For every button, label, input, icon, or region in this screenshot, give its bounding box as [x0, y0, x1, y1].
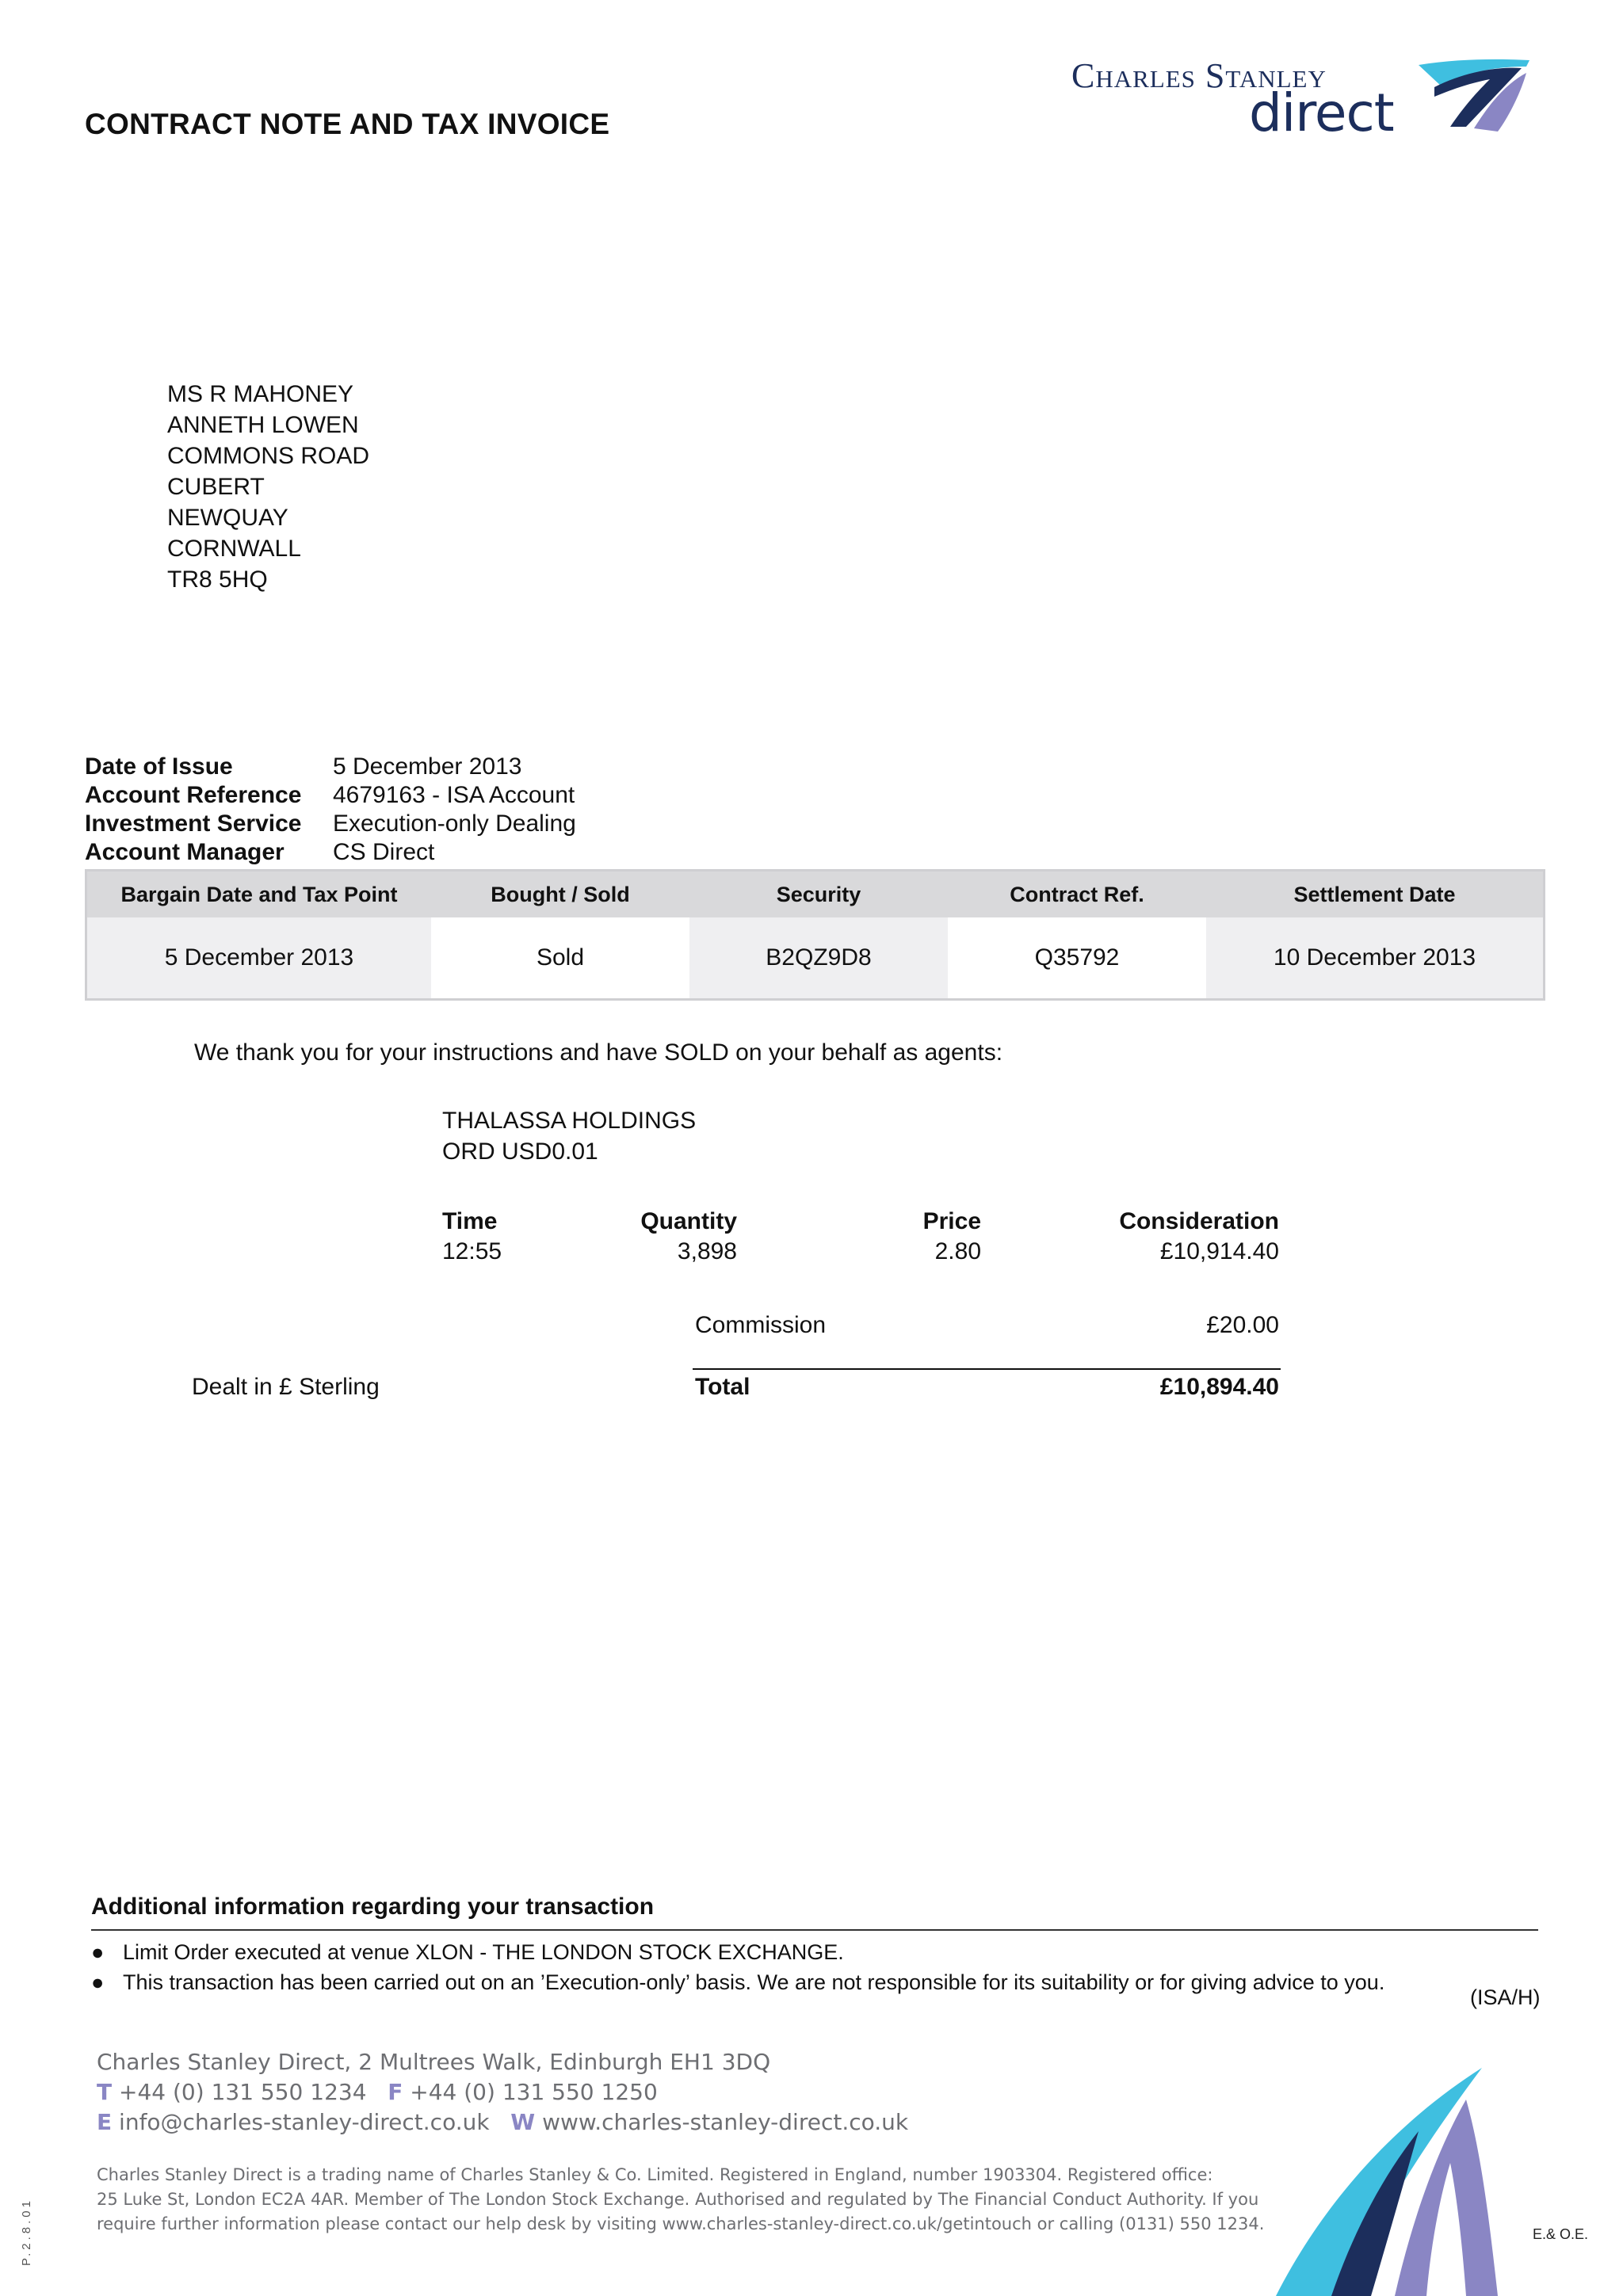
thanks-text: We thank you for your instructions and have SOLD on your behalf as agents:: [194, 1039, 1003, 1066]
info-label: Account Reference: [85, 782, 302, 808]
info-row-date: [85, 753, 576, 781]
footer-address: Charles Stanley Direct, 2 Multrees Walk, Edinburgh EH1 3DQ: [97, 2049, 771, 2075]
footer-legal: [97, 2163, 1264, 2237]
column-header: Contract Ref.: [1010, 882, 1144, 906]
table-cell: B2QZ9D8: [689, 917, 948, 998]
info-label: Date of Issue: [85, 753, 233, 780]
table-header-row: [87, 871, 1543, 917]
print-code: P.2.8.01: [20, 2198, 33, 2266]
info-label: Investment Service: [85, 810, 302, 837]
time-header: Time: [442, 1208, 498, 1234]
bullet-icon: ●: [91, 1970, 105, 1994]
recipient-address: [167, 379, 369, 595]
additional-info-title: Additional information regarding your transaction: [91, 1894, 655, 1920]
info-row-service: [85, 810, 576, 838]
quantity-value: 3,898: [677, 1238, 737, 1264]
consideration-header: Consideration: [1119, 1208, 1279, 1234]
additional-info-divider: [91, 1929, 1538, 1931]
info-row-account: [85, 781, 576, 810]
table-cell: Q35792: [1034, 944, 1120, 971]
eoe-text: E.& O.E.: [1533, 2226, 1589, 2242]
isa-code: (ISA/H): [1470, 1985, 1541, 2009]
info-label: Account Manager: [85, 839, 285, 865]
brand-logo: [1070, 51, 1529, 146]
bullet-icon: ●: [91, 1940, 105, 1964]
web-link[interactable]: www.charles-stanley-direct.co.uk: [542, 2109, 909, 2135]
info-value: 5 December 2013: [333, 753, 522, 780]
address-line: CUBERT: [167, 474, 265, 500]
security-class: ORD USD0.01: [442, 1138, 598, 1165]
fax-key: F: [388, 2079, 403, 2105]
document-title: CONTRACT NOTE AND TAX INVOICE: [85, 108, 610, 140]
info-value: CS Direct: [333, 839, 435, 865]
trade-table: [85, 869, 1545, 1001]
list-item-text: Limit Order executed at venue XLON - THE LONDON STOCK EXCHANGE.: [123, 1940, 844, 1964]
price-value: 2.80: [934, 1238, 981, 1264]
brand-name: Charles Stanley: [1071, 56, 1327, 95]
table-row: [87, 917, 1543, 998]
tel-value: +44 (0) 131 550 1234: [119, 2079, 367, 2105]
commission-label: Commission: [695, 1312, 827, 1338]
web-key: W: [510, 2109, 536, 2135]
brand-sub: direct: [1249, 82, 1394, 143]
address-line: COMMONS ROAD: [167, 443, 369, 469]
security-description: [442, 1105, 696, 1167]
legal-line: require further information please contact our help desk by visiting www.charles-stanley-direct.co.uk/getintouch or calling (0131) 550 1234.: [97, 2214, 1265, 2233]
table-cell: Sold: [536, 944, 585, 971]
list-item-text: This transaction has been carried out on an ’Execution-only’ basis. We are not responsible for its suitability or for giving advice to you.: [123, 1970, 1385, 1994]
address-line: NEWQUAY: [167, 505, 288, 531]
address-line: TR8 5HQ: [167, 566, 268, 593]
column-header: Security: [776, 882, 861, 906]
column-header: Settlement Date: [1293, 882, 1456, 906]
table-cell: 5 December 2013: [87, 917, 431, 998]
footer-contact: [97, 2047, 908, 2138]
info-value: Execution-only Dealing: [333, 810, 576, 837]
footer-phone-line: [97, 2077, 908, 2107]
email-link[interactable]: info@charles-stanley-direct.co.uk: [119, 2109, 490, 2135]
fax-value: +44 (0) 131 550 1250: [410, 2079, 658, 2105]
table-cell: 10 December 2013: [1206, 917, 1543, 998]
security-name: THALASSA HOLDINGS: [442, 1108, 697, 1134]
additional-info-list: [91, 1937, 1384, 1997]
currency-note: Dealt in £ Sterling: [192, 1374, 380, 1400]
consideration-value: £10,914.40: [1159, 1238, 1279, 1264]
info-row-manager: [85, 838, 576, 867]
info-value: 4679163 - ISA Account: [333, 782, 575, 808]
column-header: Bargain Date and Tax Point: [120, 882, 398, 906]
account-info: [85, 753, 576, 867]
tel-key: T: [97, 2079, 113, 2105]
total-value: £10,894.40: [1159, 1374, 1279, 1400]
address-line: CORNWALL: [167, 536, 301, 562]
footer-web-line: [97, 2107, 908, 2138]
time-value: 12:55: [442, 1238, 502, 1264]
address-line: MS R MAHONEY: [167, 381, 354, 407]
quantity-header: Quantity: [640, 1208, 737, 1234]
legal-line: 25 Luke St, London EC2A 4AR. Member of The London Stock Exchange. Authorised and regulated by The Financial Conduct Authority. If you: [97, 2190, 1259, 2209]
email-key: E: [97, 2109, 113, 2135]
total-divider: [693, 1368, 1281, 1370]
address-line: ANNETH LOWEN: [167, 412, 359, 438]
column-header: Bought / Sold: [491, 882, 630, 906]
total-label: Total: [695, 1374, 750, 1400]
list-item: [91, 1937, 1384, 1967]
list-item: [91, 1967, 1384, 1997]
legal-line: Charles Stanley Direct is a trading name of Charles Stanley & Co. Limited. Registered in England, number 1903304. Registered office:: [97, 2165, 1213, 2184]
commission-value: £20.00: [1206, 1312, 1279, 1338]
price-header: Price: [922, 1208, 981, 1234]
brand-swoosh-icon: [1419, 55, 1529, 143]
footer-brand-mark-icon: [1276, 2068, 1529, 2296]
